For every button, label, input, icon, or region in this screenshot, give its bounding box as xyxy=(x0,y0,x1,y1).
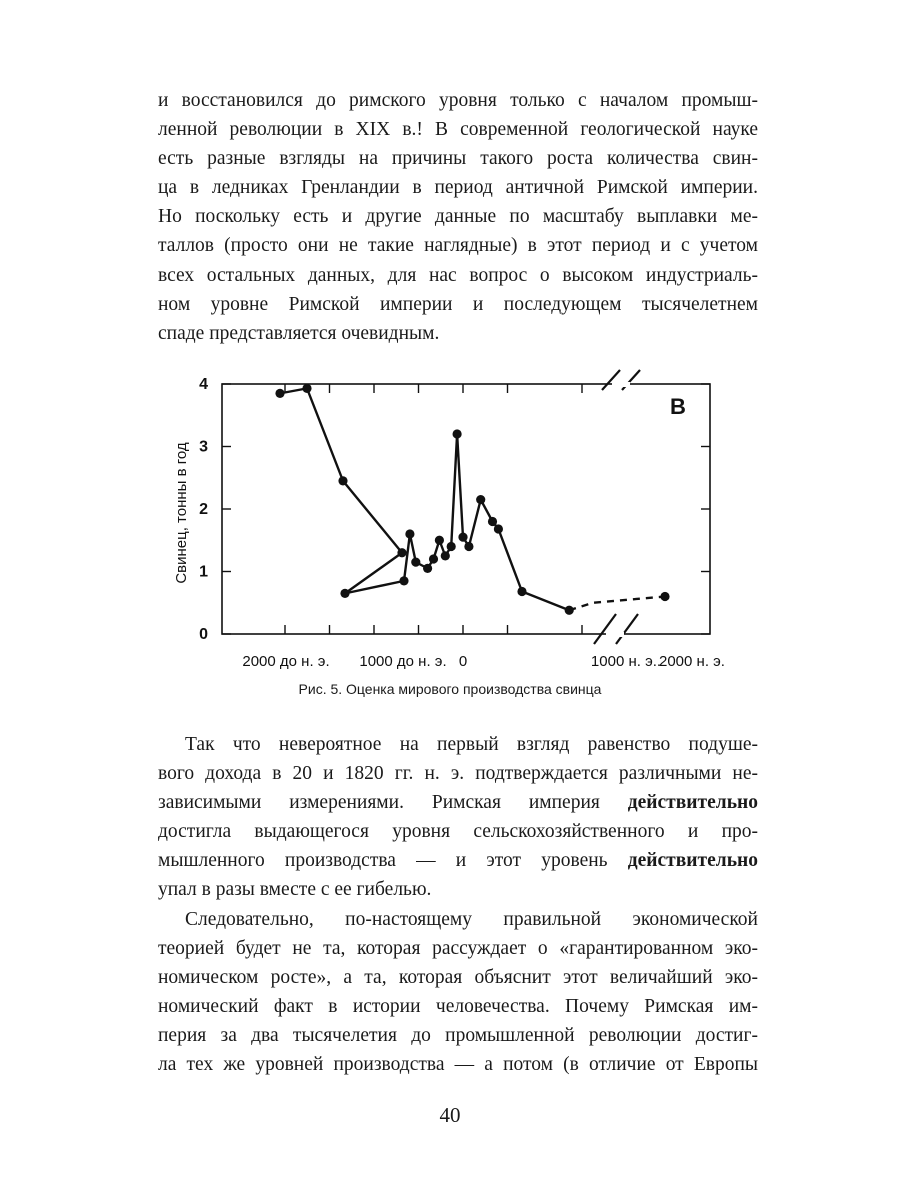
x-tick-label: 1000 н. э.. xyxy=(590,653,662,670)
series-line-dashed xyxy=(569,597,665,611)
data-point xyxy=(435,536,444,545)
lead-production-chart xyxy=(150,362,770,682)
data-point xyxy=(405,529,414,538)
data-point xyxy=(411,558,420,567)
text-line: теорией будет не та, которая рассуждает о «гарантированном эко- xyxy=(158,937,758,959)
y-tick-label: 4 xyxy=(199,376,208,393)
text-line: ном уровне Римской империи и последующем тысячелетнем xyxy=(158,293,758,315)
data-point xyxy=(441,551,450,560)
text-line: всех остальных данных, для нас вопрос о высоком индустриаль- xyxy=(158,264,758,286)
text-line xyxy=(158,788,758,817)
data-point xyxy=(447,542,456,551)
axis-break-mark xyxy=(616,614,638,644)
text-line: ла тех же уровней производства — а потом (в отличие от Европы xyxy=(158,1054,758,1076)
data-point xyxy=(397,548,406,557)
data-point xyxy=(517,587,526,596)
text-line: номический факт в истории человечества. Почему Римская им- xyxy=(158,995,758,1017)
paragraph-3 xyxy=(158,905,758,1080)
x-tick-label: 1000 до н. э. xyxy=(359,653,447,670)
paragraph-bottom xyxy=(158,730,758,1079)
paragraph-top xyxy=(158,86,758,348)
text-line: спаде представляется очевидным. xyxy=(158,322,440,344)
data-point xyxy=(302,384,311,393)
text-fragment: мышленного производства — и этот уровень xyxy=(158,850,628,872)
data-point xyxy=(660,592,669,601)
text-line: Так что невероятное на первый взгляд равенство подуше- xyxy=(185,734,758,755)
text-line: номическом росте», а та, которая объяснит этот величайший эко- xyxy=(158,966,758,988)
y-tick-label: 2 xyxy=(199,501,208,518)
y-tick-label: 3 xyxy=(199,438,208,456)
data-point xyxy=(494,524,503,533)
y-tick-label: 0 xyxy=(199,626,208,643)
emphasis-word: действительно xyxy=(627,792,758,814)
data-point xyxy=(275,389,284,398)
axis-break-mark xyxy=(594,614,616,644)
x-tick-label: 2000 до н. э. xyxy=(242,653,330,670)
page-number: 40 xyxy=(439,1103,461,1127)
data-point xyxy=(488,517,497,526)
data-point xyxy=(338,476,347,485)
y-tick-label: 1 xyxy=(199,563,208,581)
axis-break-gap-top xyxy=(612,382,630,387)
data-point xyxy=(423,564,432,573)
data-point xyxy=(453,429,462,438)
series-line xyxy=(280,388,569,610)
text-line: и восстановился до римского уровня только с началом промыш- xyxy=(158,90,758,111)
panel-letter: B xyxy=(670,394,686,419)
text-line: Но поскольку есть и другие данные по масштабу выплавки ме- xyxy=(158,206,758,228)
data-point xyxy=(429,554,438,563)
data-point xyxy=(458,533,467,542)
text-line: вого дохода в 20 и 1820 гг. н. э. подтверждается различными не- xyxy=(158,763,758,785)
text-line: достигла выдающегося уровня сельскохозяйственного и про- xyxy=(158,821,758,843)
text-fragment: зависимыми измерениями. Римская империя xyxy=(158,792,628,814)
data-point xyxy=(399,576,408,585)
text-line: перия за два тысячелетия до промышленной революции достиг- xyxy=(158,1024,758,1046)
text-line: Следовательно, по-настоящему правильной экономической xyxy=(185,908,758,930)
y-axis-label: Свинец, тонны в год xyxy=(173,442,190,584)
data-point xyxy=(340,589,349,598)
data-point xyxy=(464,542,473,551)
text-line: таллов (просто они не такие наглядные) в этот период и с учетом xyxy=(158,235,758,257)
axis-break-gap-bottom xyxy=(606,632,624,637)
plot-frame xyxy=(222,384,710,634)
x-tick-label: 0 xyxy=(458,653,468,670)
text-line xyxy=(158,846,758,875)
text-line: упал в разы вместе с ее гибелью. xyxy=(158,879,432,901)
emphasis-word: действительно xyxy=(627,850,758,872)
text-line: есть разные взгляды на причины такого роста количества свин- xyxy=(158,148,758,170)
lead-production-figure xyxy=(150,362,770,682)
text-line: ленной революции в XIX в.! В современной геологической науке xyxy=(158,119,758,141)
data-point xyxy=(476,495,485,504)
x-tick-label: 2000 н. э. xyxy=(659,653,725,670)
figure-caption: Рис. 5. Оценка мирового производства свинца xyxy=(298,681,602,697)
text-line: ца в ледниках Гренландии в период античной Римской империи. xyxy=(158,177,758,199)
